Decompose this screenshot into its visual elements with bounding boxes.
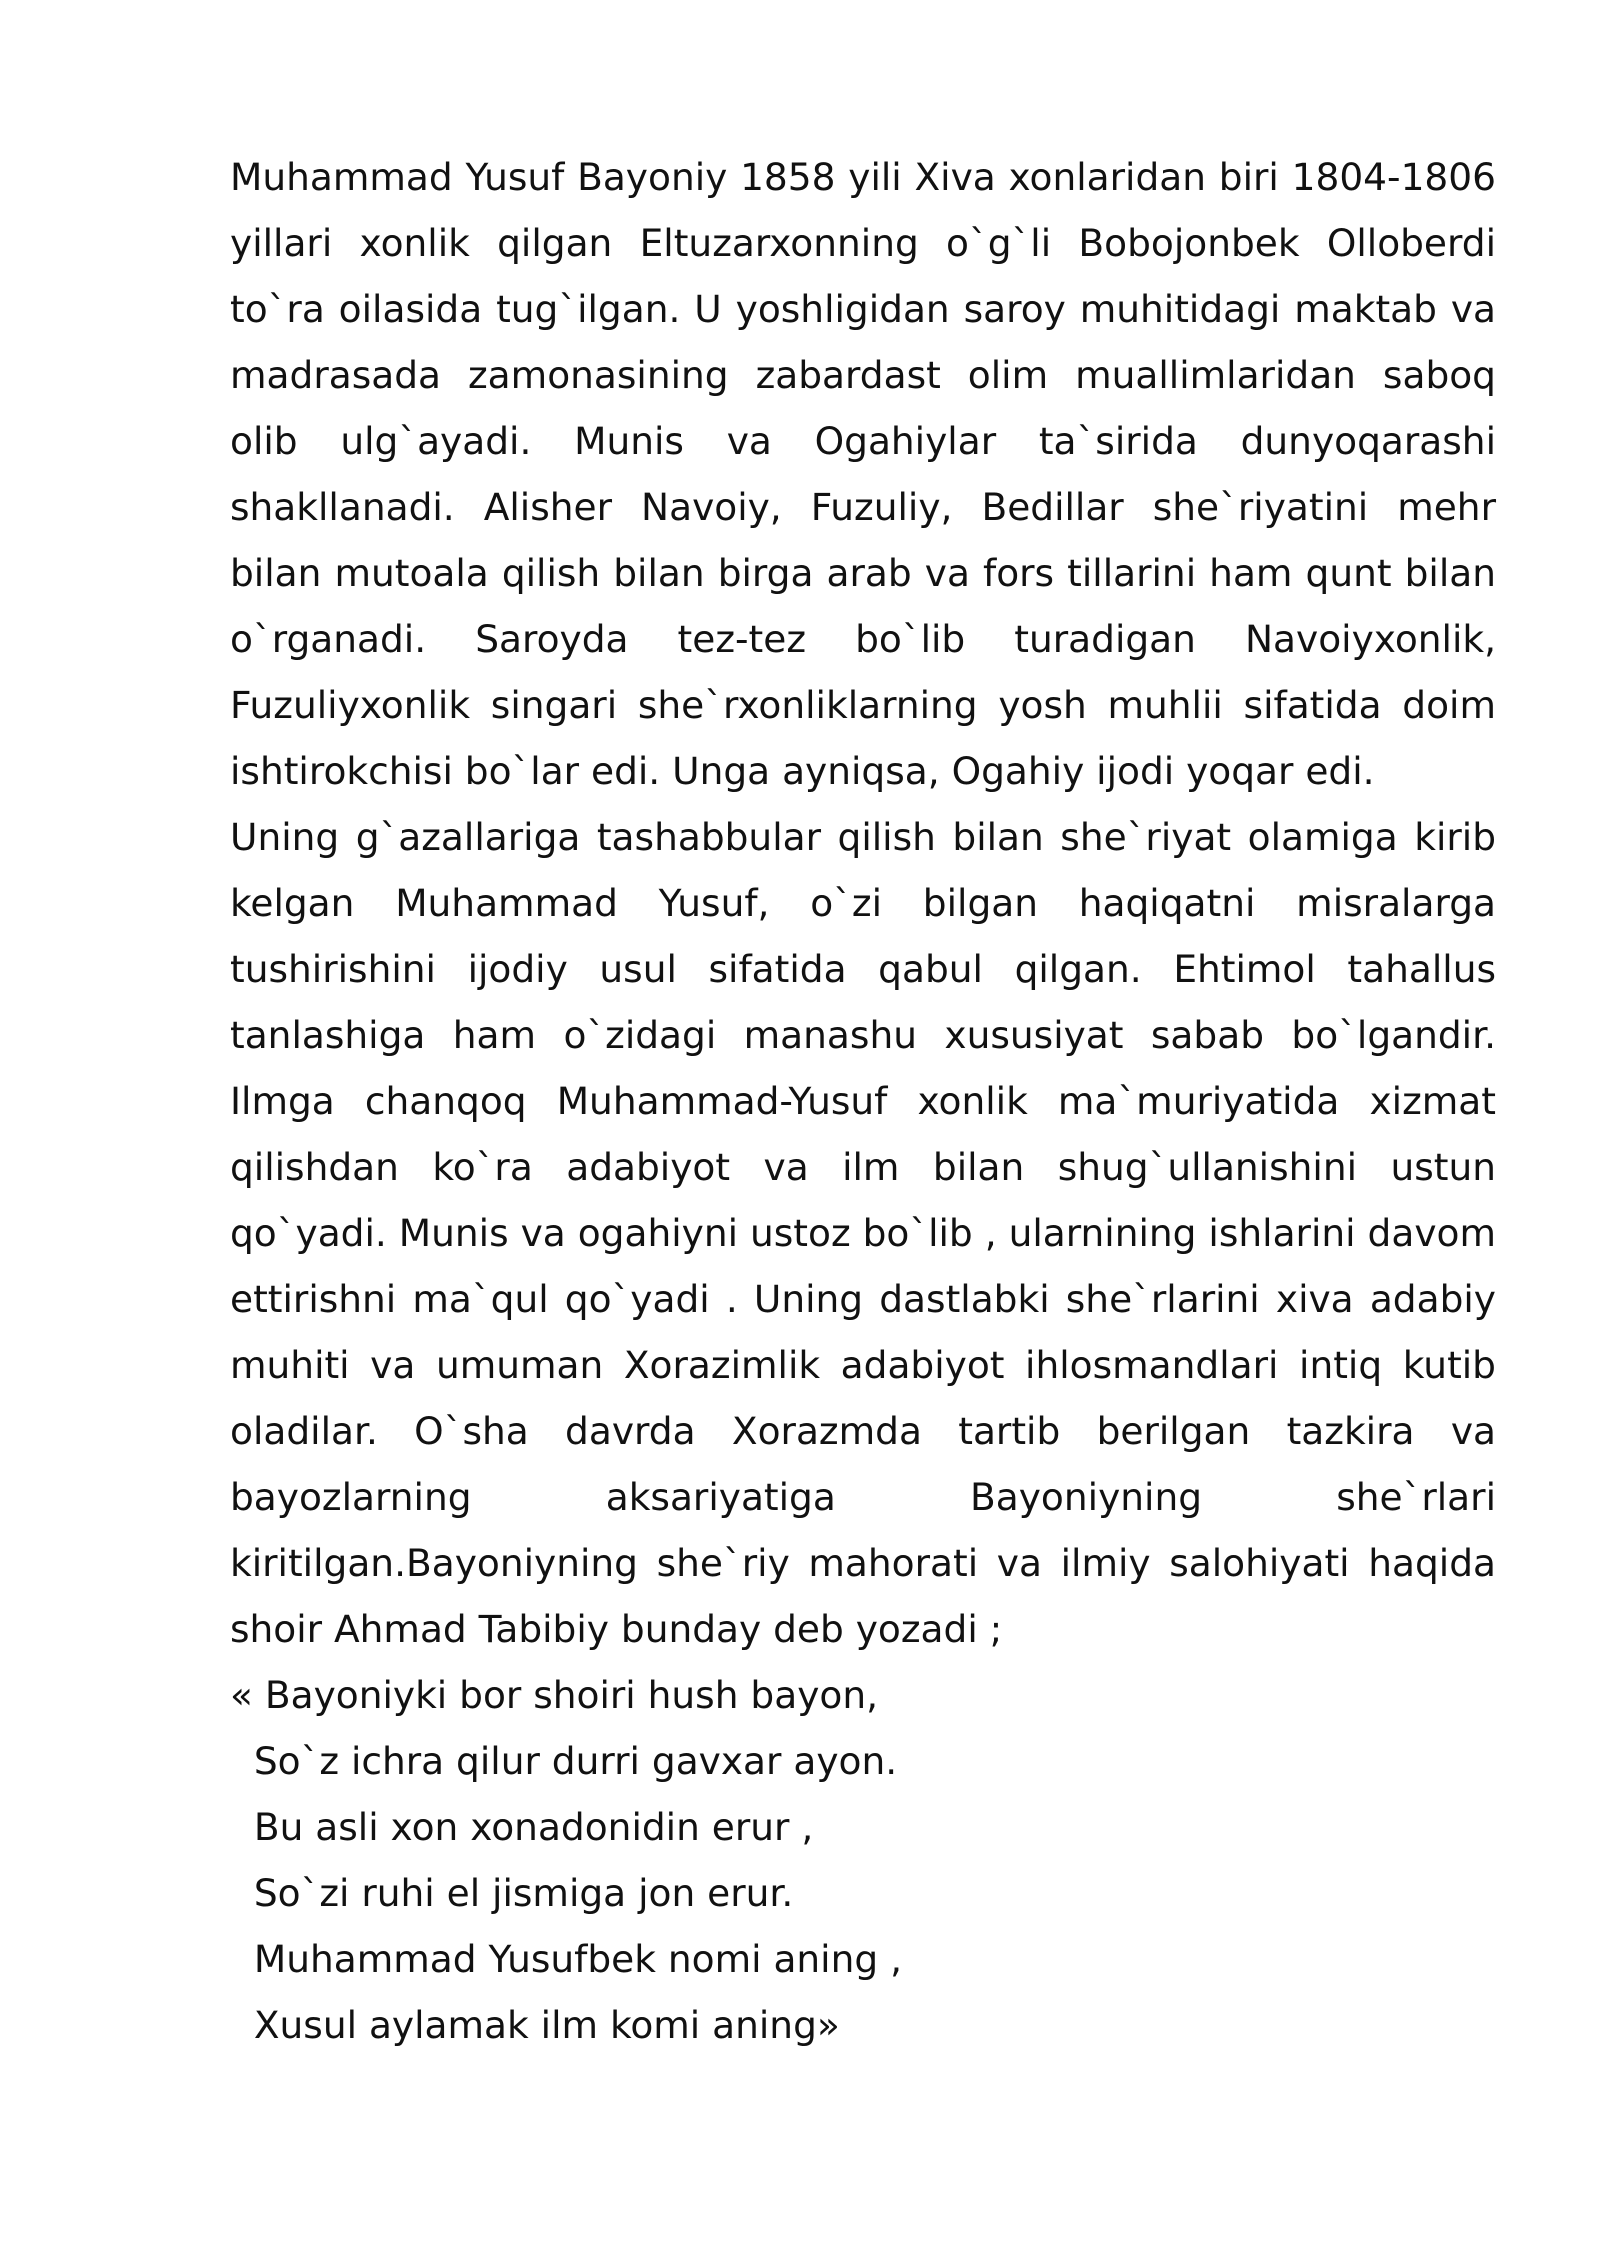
verse-line-5: Muhammad Yusufbek nomi aning , <box>230 1937 903 1981</box>
paragraph-1: Muhammad Yusuf Bayoniy 1858 yili Xiva xonlaridan biri 1804-1806 yillari xonlik qilgan Eltuzarxonning o`g`li Bobojonbek Olloberdi to`ra oilasida tug`ilgan. U yoshligidan saroy muhitidagi maktab va madrasada zamonasining zabardast olim muallimlaridan saboq olib ulg`ayadi. Munis va Ogahiylar ta`sirida dunyoqarashi shakllanadi. Alisher Navoiy, Fuzuliy, Bedillar she`riyatini mehr bilan mutoala qilish bilan birga arab va fors tillarini ham qunt bilan o`rganadi. Saroyda tez-tez bo`lib turadigan Navoiyxonlik, Fuzuliyxonlik singari she`rxonliklarning yosh muhlii sifatida doim ishtirokchisi bo`lar edi. Unga ayniqsa, Ogahiy ijodi yoqar edi. <box>230 155 1496 793</box>
verse-line-3: Bu asli xon xonadonidin erur , <box>230 1805 814 1849</box>
verse-line-6: Xusul aylamak ilm komi aning» <box>230 2003 840 2047</box>
verse-quote <box>230 1662 1496 2058</box>
document-body <box>230 144 1496 2058</box>
verse-line-1: « Bayoniyki bor shoiri hush bayon, <box>230 1673 879 1717</box>
paragraph-2: Uning g`azallariga tashabbular qilish bilan she`riyat olamiga kirib kelgan Muhammad Yusuf, o`zi bilgan haqiqatni misralarga tushirishini ijodiy usul sifatida qabul qilgan. Ehtimol tahallus tanlashiga ham o`zidagi manashu xususiyat sabab bo`lgandir. Ilmga chanqoq Muhammad-Yusuf xonlik ma`muriyatida xizmat qilishdan ko`ra adabiyot va ilm bilan shug`ullanishini ustun qo`yadi. Munis va ogahiyni ustoz bo`lib , ularnining ishlarini davom ettirishni ma`qul qo`yadi . Uning dastlabki she`rlarini xiva adabiy muhiti va umuman Xorazimlik adabiyot ihlosmandlari intiq kutib oladilar. O`sha davrda Xorazmda tartib berilgan tazkira va bayozlarning aksariyatiga Bayoniyning she`rlari kiritilgan.Bayoniyning she`riy mahorati va ilmiy salohiyati haqida shoir Ahmad Tabibiy bunday deb yozadi ; <box>230 815 1496 1651</box>
verse-line-2: So`z ichra qilur durri gavxar ayon. <box>230 1739 898 1783</box>
verse-line-4: So`zi ruhi el jismiga jon erur. <box>230 1871 794 1915</box>
